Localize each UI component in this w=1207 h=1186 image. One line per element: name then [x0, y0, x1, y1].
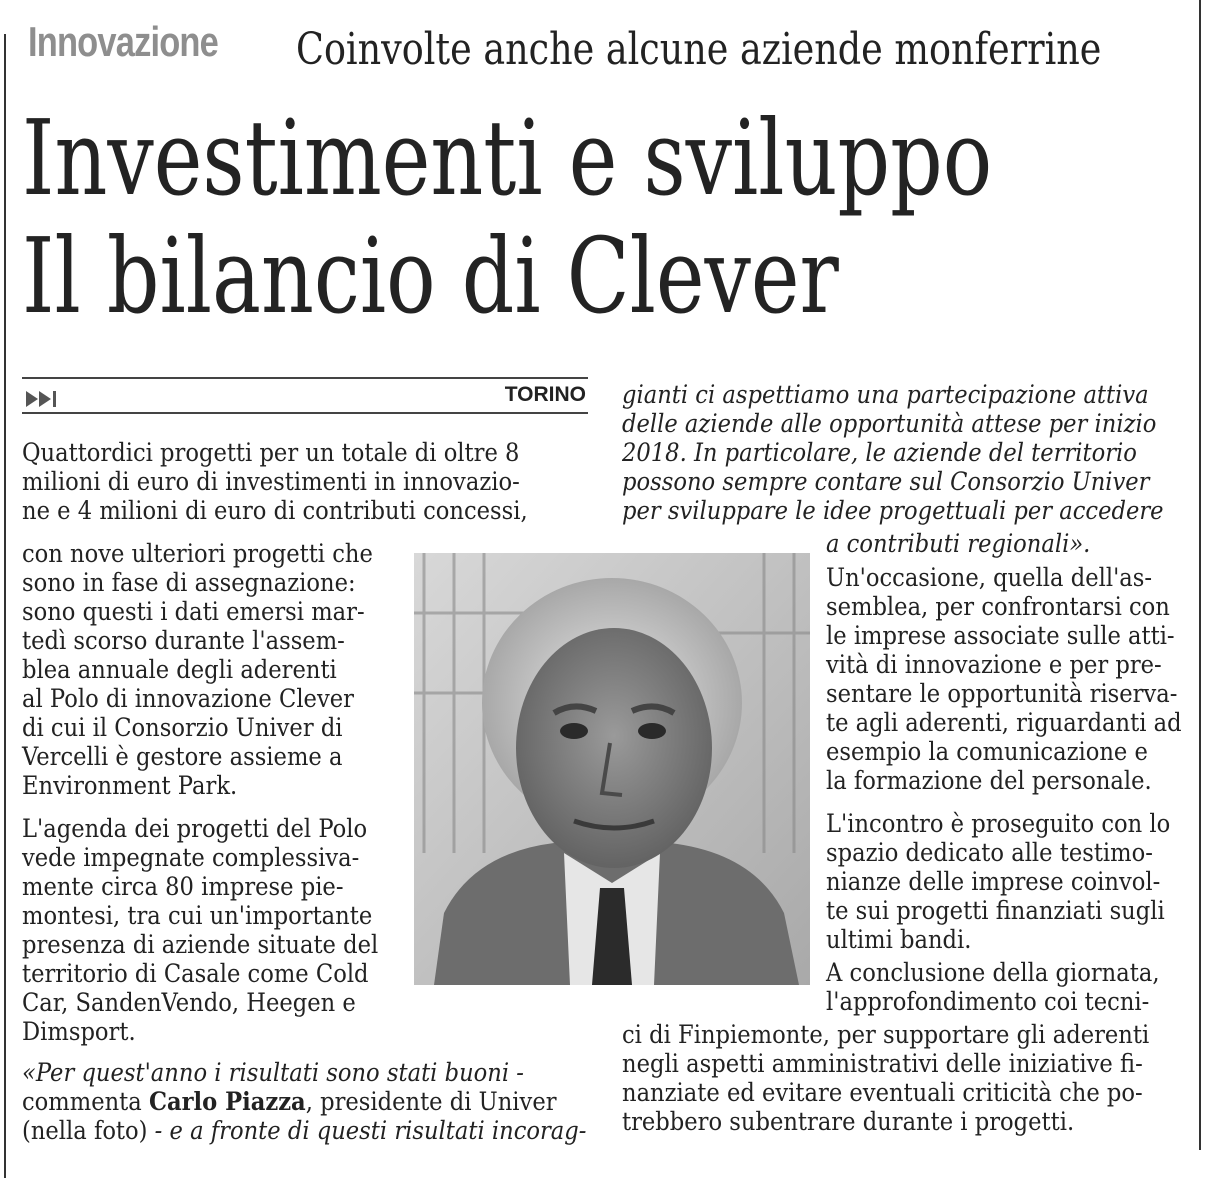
- col-right-line: nanziate ed evitare eventuali criticità che po-: [622, 1078, 1143, 1107]
- col-left-line: montesi, tra cui un'importante: [22, 901, 373, 930]
- col-left-line: mente circa 80 imprese pie-: [22, 872, 344, 901]
- right-border-rule: [1199, 0, 1201, 1150]
- col-left-line: Vercelli è gestore assieme a: [22, 742, 343, 771]
- portrait-photo: [414, 553, 810, 985]
- kicker-line: [28, 18, 1102, 80]
- col-left-line: vede impegnate complessiva-: [22, 843, 360, 872]
- col-right-line: te sui progetti finanziati sugli: [826, 896, 1165, 925]
- col-right-line: semblea, per confrontarsi con: [826, 592, 1170, 621]
- col-left-line: tedì scorso durante l'assem-: [22, 626, 345, 655]
- col-right-line: spazio dedicato alle testimo-: [826, 838, 1153, 867]
- col-right-line: A conclusione della giornata,: [826, 958, 1160, 987]
- col-left-line: di cui il Consorzio Univer di: [22, 713, 343, 742]
- col-left-line: ne e 4 milioni di euro di contributi concessi,: [22, 496, 528, 525]
- col-left-line: blea annuale degli aderenti: [22, 655, 337, 684]
- quote-line-1: «Per quest'anno i risultati sono stati buoni -: [22, 1058, 524, 1087]
- quote-line-2: [22, 1087, 557, 1116]
- col-right-line: sentare le opportunità riserva-: [826, 679, 1178, 708]
- col-left-line: Environment Park.: [22, 771, 238, 800]
- col-right-italic-line: gianti ci aspettiamo una partecipazione attiva: [622, 380, 1149, 409]
- quote-line-3: [22, 1116, 586, 1145]
- col-left-line: Car, SandenVendo, Heegen e: [22, 988, 356, 1017]
- quote-line-2-suffix: , presidente di Univer: [305, 1087, 557, 1116]
- left-border-rule: [4, 34, 6, 1178]
- col-right-line: Un'occasione, quella dell'as-: [826, 563, 1153, 592]
- col-left-line: Dimsport.: [22, 1017, 136, 1046]
- col-right-line: la formazione del personale.: [826, 766, 1152, 795]
- col-right-italic-line: 2018. In particolare, le aziende del territorio: [622, 438, 1137, 467]
- quote-line-2-prefix: commenta: [22, 1087, 149, 1116]
- col-right-line: nianze delle imprese coinvol-: [826, 867, 1161, 896]
- col-left-line: territorio di Casale come Cold: [22, 959, 369, 988]
- col-right-line: ci di Finpiemonte, per supportare gli aderenti: [622, 1020, 1150, 1049]
- headline-line-2: Il bilancio di Clever: [22, 215, 839, 337]
- col-right-italic-line: per sviluppare le idee progettuali per accedere: [622, 496, 1164, 525]
- col-right-line: le imprese associate sulle atti-: [826, 621, 1175, 650]
- fast-forward-icon: [26, 389, 66, 409]
- dateline: TORINO: [504, 383, 586, 406]
- photo-reference: (nella foto): [22, 1116, 148, 1145]
- col-right-italic-line: possono sempre contare sul Consorzio Univer: [622, 467, 1150, 496]
- kicker-text: Coinvolte anche alcune aziende monferrine: [296, 24, 1102, 75]
- col-left-line: al Polo di innovazione Clever: [22, 684, 354, 713]
- col-left-line: Quattordici progetti per un totale di oltre 8: [22, 438, 520, 467]
- col-left-line: L'agenda dei progetti del Polo: [22, 814, 368, 843]
- dateline-rule-bottom: [22, 412, 588, 414]
- col-right-line: ultimi bandi.: [826, 925, 972, 954]
- dateline-rule-top: [22, 377, 588, 379]
- col-right-line: L'incontro è proseguito con lo: [826, 809, 1171, 838]
- col-right-line: negli aspetti amministrativi delle iniziative fi-: [622, 1049, 1143, 1078]
- col-right-line: l'approfondimento coi tecni-: [826, 987, 1150, 1016]
- col-right-line: esempio la comunicazione e: [826, 737, 1148, 766]
- col-right-italic-line: delle aziende alle opportunità attese per inizio: [622, 409, 1157, 438]
- col-right-line: vità di innovazione e per pre-: [826, 650, 1162, 679]
- col-left-line: milioni di euro di investimenti in innovazio-: [22, 467, 520, 496]
- col-left-line: sono questi i dati emersi mar-: [22, 597, 365, 626]
- quoted-person: Carlo Piazza: [148, 1087, 306, 1116]
- col-right-line: trebbero subentrare durante i progetti.: [622, 1107, 1075, 1136]
- headline-line-1: Investimenti e sviluppo: [22, 97, 993, 219]
- col-left-line: presenza di aziende situate del: [22, 930, 379, 959]
- col-right-line: te agli aderenti, riguardanti ad: [826, 708, 1182, 737]
- col-right-italic-line: a contributi regionali».: [826, 529, 1091, 558]
- col-left-line: con nove ulteriori progetti che: [22, 539, 373, 568]
- section-label: Innovazione: [28, 18, 218, 65]
- quote-line-3-text: - e a fronte di questi risultati incorag-: [147, 1116, 587, 1145]
- col-left-line: sono in fase di assegnazione:: [22, 568, 356, 597]
